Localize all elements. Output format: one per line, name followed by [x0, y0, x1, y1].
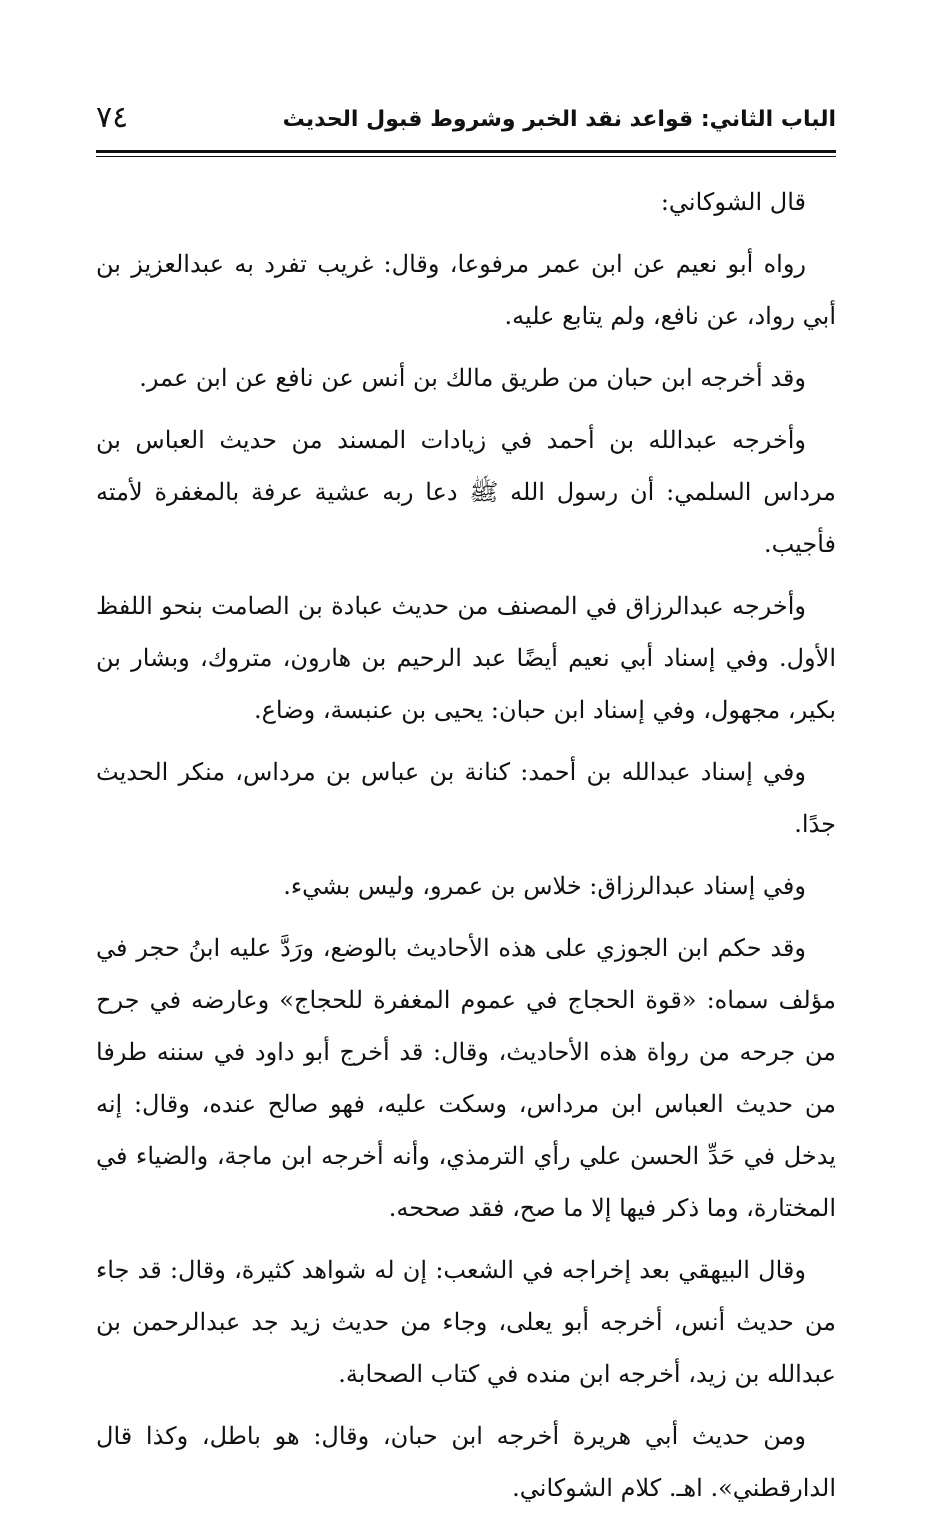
header-rule-thin: [96, 156, 836, 157]
paragraph: وقد أخرجه ابن حبان من طريق مالك بن أنس عن نافع عن ابن عمر.: [139, 364, 806, 392]
header-rule-thick: [96, 150, 836, 153]
paragraph: وقال البيهقي بعد إخراجه في الشعب: إن له شواهد كثيرة، وقال: قد جاء من حديث أنس، أخرجه أبو يعلى، وجاء من حديث زيد جد عبدالرحمن بن عبدالله بن زيد، أخرجه ابن منده في كتاب الصحابة.: [96, 1256, 836, 1388]
paragraph: رواه أبو نعيم عن ابن عمر مرفوعا، وقال: غريب تفرد به عبدالعزيز بن أبي رواد، عن نافع، ولم يتابع عليه.: [96, 250, 836, 330]
paragraph: وقد حكم ابن الجوزي على هذه الأحاديث بالوضع، ورَدَّ عليه ابنُ حجر في مؤلف سماه: «قوة الحجاج في عموم المغفرة للحجاج» وعارضه في جرح من جرحه من رواة هذه الأحاديث، وقال: قد أخرج أبو داود في سننه طرفا من حديث العباس ابن مرداس، وسكت عليه، فهو صالح عنده، وقال: إنه يدخل في حَدِّ الحسن علي رأي الترمذي، وأنه أخرجه ابن ماجة، والضياء في المختارة، وما ذكر فيها إلا ما صح، فقد صححه.: [96, 934, 836, 1222]
paragraph: وفي إسناد عبدالله بن أحمد: كنانة بن عباس بن مرداس، منكر الحديث جدًا.: [96, 758, 836, 838]
paragraph: وأخرجه عبدالله بن أحمد في زيادات المسند من حديث العباس بن مرداس السلمي: أن رسول الله ﷺ دعا ربه عشية عرفة بالمغفرة لأمته فأجيب.: [96, 426, 836, 558]
body-text: [96, 176, 836, 1524]
paragraph: قال الشوكاني:: [660, 188, 806, 216]
page-number: ٧٤: [96, 100, 129, 135]
paragraph: وفي إسناد عبدالرزاق: خلاس بن عمرو، وليس بشيء.: [283, 872, 806, 900]
paragraph: وأخرجه عبدالرزاق في المصنف من حديث عبادة بن الصامت بنحو اللفظ الأول. وفي إسناد أبي نعيم أيضًا عبد الرحيم بن هارون، متروك، وبشار بن بكير، مجهول، وفي إسناد ابن حبان: يحيى بن عنبسة، وضاع.: [96, 592, 836, 724]
running-title: الباب الثاني: قواعد نقد الخبر وشروط قبول الحديث: [282, 107, 836, 132]
paragraph: ومن حديث أبي هريرة أخرجه ابن حبان، وقال: هو باطل، وكذا قال الدارقطني». اهـ. كلام الشوكاني.: [96, 1422, 836, 1502]
page-header: [96, 96, 836, 152]
